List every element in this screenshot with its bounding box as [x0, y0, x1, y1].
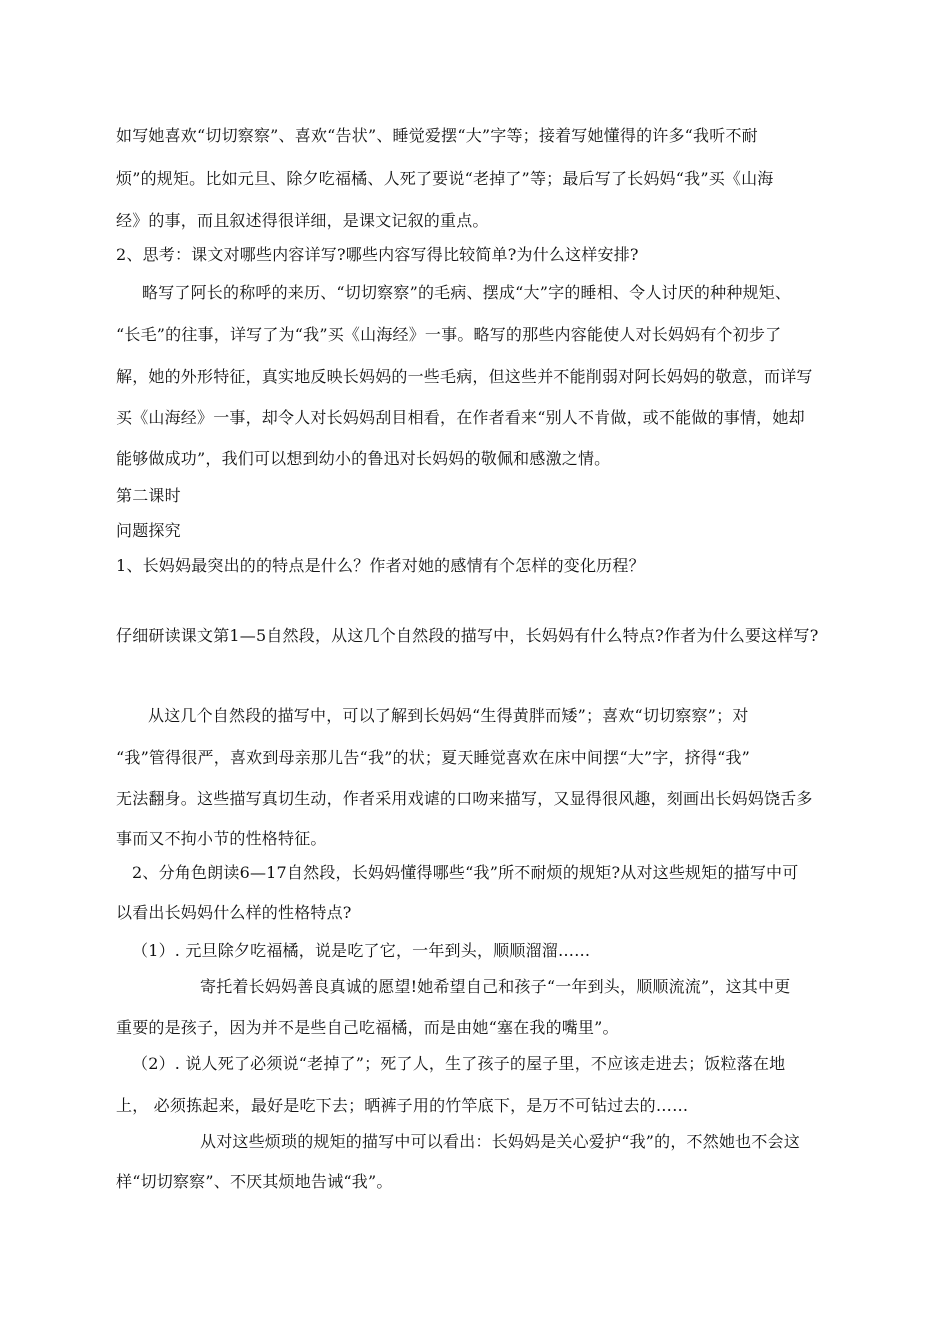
- body-text-line: 样“切切察察”、不厌其烦地告诫“我”。: [116, 1172, 393, 1191]
- section-heading: 第二课时: [116, 486, 181, 505]
- question-heading: 2、分角色朗读6—17自然段，长妈妈懂得哪些“我”所不耐烦的规矩?从对这些规矩的描写中可: [132, 863, 799, 882]
- body-text-line: 如写她喜欢“切切察察”、喜欢“告状”、睡觉爱摆“大”字等；接着写她懂得的许多“我听不耐: [116, 126, 758, 145]
- body-text-line: 上， 必须拣起来，最好是吃下去；晒裤子用的竹竿底下，是万不可钻过去的……: [116, 1096, 689, 1115]
- body-text-line: 能够做成功”，我们可以想到幼小的鲁迅对长妈妈的敬佩和感激之情。: [116, 449, 611, 468]
- body-text-line: 无法翻身。这些描写真切生动，作者采用戏谑的口吻来描写，又显得很风趣，刻画出长妈妈饶舌多: [116, 789, 813, 808]
- list-item: （2）. 说人死了必须说“老掉了”；死了人，生了孩子的屋子里，不应该走进去；饭粒落在地: [132, 1054, 786, 1073]
- body-text-line: “我”管得很严，喜欢到母亲那儿告“我”的状；夏天睡觉喜欢在床中间摆“大”字，挤得“我”: [116, 748, 751, 767]
- list-item: （1）. 元旦除夕吃福橘，说是吃了它，一年到头，顺顺溜溜……: [132, 941, 591, 960]
- body-text-line: “长毛”的往事，详写了为“我”买《山海经》一事。略写的那些内容能使人对长妈妈有个初步了: [116, 325, 782, 344]
- body-text-line: 寄托着长妈妈善良真诚的愿望!她希望自己和孩子“一年到头，顺顺流流”，这其中更: [200, 977, 791, 996]
- body-text-line: 从这几个自然段的描写中，可以了解到长妈妈“生得黄胖而矮”；喜欢“切切察察”；对: [148, 706, 749, 725]
- question-heading: 2、思考：课文对哪些内容详写?哪些内容写得比较简单?为什么这样安排?: [116, 245, 639, 264]
- body-text-line: 从对这些烦琐的规矩的描写中可以看出：长妈妈是关心爱护“我”的，不然她也不会这: [200, 1132, 800, 1151]
- body-text-line: 略写了阿长的称呼的来历、“切切察察”的毛病、摆成“大”字的睡相、令人讨厌的种种规矩、: [142, 283, 792, 302]
- body-text-line: 事而又不拘小节的性格特征。: [116, 829, 327, 848]
- body-text-line: 解，她的外形特征，真实地反映长妈妈的一些毛病，但这些并不能削弱对阿长妈妈的敬意，而详写: [116, 367, 813, 386]
- section-heading: 问题探究: [116, 521, 181, 540]
- body-text-line: 经》的事，而且叙述得很详细，是课文记叙的重点。: [116, 211, 489, 230]
- body-text-line: 重要的是孩子，因为并不是些自己吃福橘，而是由她“塞在我的嘴里”。: [116, 1018, 619, 1037]
- body-text-line: 烦”的规矩。比如元旦、除夕吃福橘、人死了要说“老掉了”等；最后写了长妈妈“我”买《山海: [116, 169, 774, 188]
- body-text-line: 以看出长妈妈什么样的性格特点?: [116, 903, 352, 922]
- question-heading: 仔细研读课文第1—5自然段，从这几个自然段的描写中，长妈妈有什么特点?作者为什么要这样写?: [116, 626, 819, 645]
- question-heading: 1、长妈妈最突出的的特点是什么？作者对她的感情有个怎样的变化历程？: [116, 556, 645, 575]
- body-text-line: 买《山海经》一事，却令人对长妈妈刮目相看，在作者看来“别人不肯做，或不能做的事情，她却: [116, 408, 805, 427]
